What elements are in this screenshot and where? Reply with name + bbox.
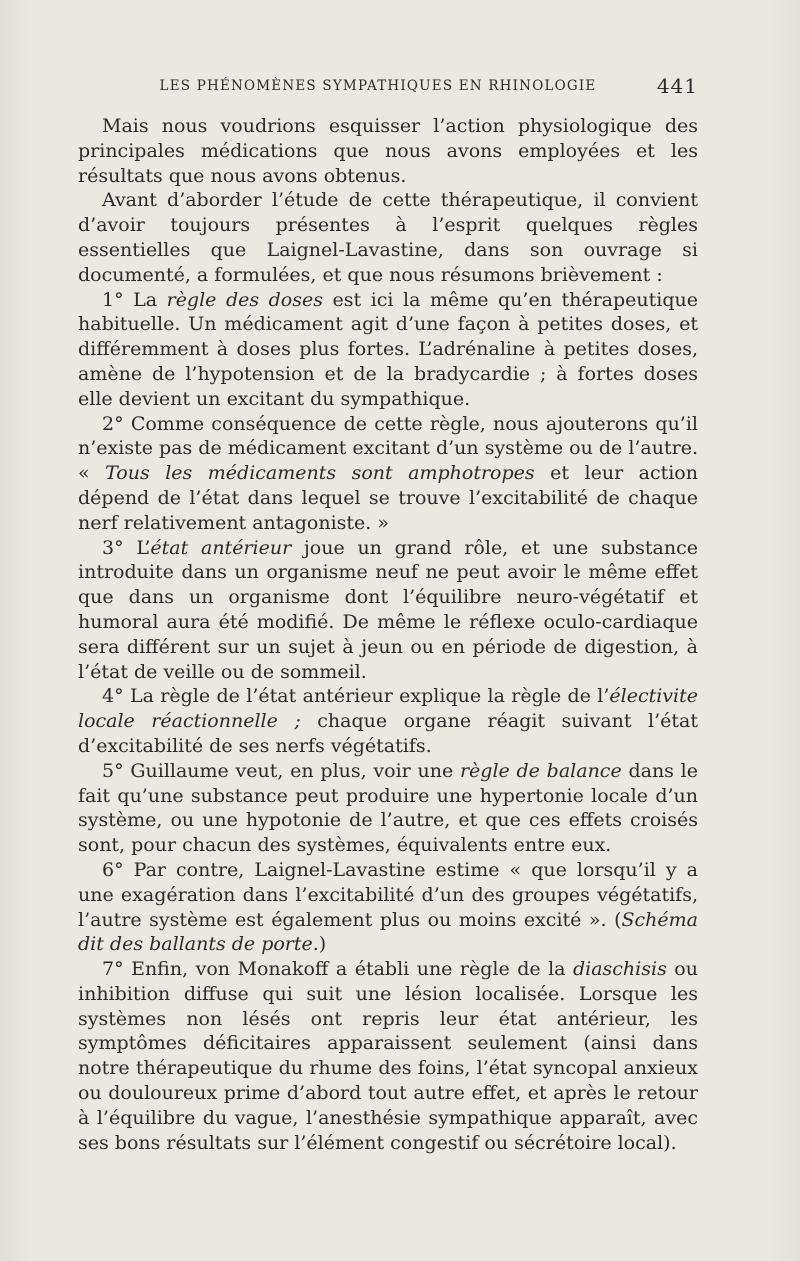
running-title: LES PHÉNOMÈNES SYMPATHIQUES EN RHINOLOGIE bbox=[159, 78, 597, 94]
paragraph-rule-1 bbox=[78, 288, 698, 412]
paragraph-text: chaque organe réagit suivant l’état d’excitabilité de ses nerfs végétatifs. bbox=[78, 710, 698, 757]
italic-term: règle des doses bbox=[166, 288, 323, 311]
paragraph-intro bbox=[78, 114, 698, 188]
paragraph-rule-7 bbox=[78, 957, 698, 1155]
paragraph-text: ) bbox=[318, 933, 327, 956]
paragraph-text: 2° Comme conséquence de cette règle, nous ajouterons qu’il n’existe pas de médicament excitant d’un système ou de l’autre. « bbox=[78, 412, 698, 485]
paragraph-text: 6° Par contre, Laignel-Lavastine estime « que lorsqu’il y a une exagération dans l’excitabilité d’un des groupes végétatifs, l’autre système est également plus ou moins excité ». ( bbox=[78, 858, 698, 931]
paragraph-rule-6 bbox=[78, 858, 698, 957]
italic-term: règle de balance bbox=[459, 759, 622, 782]
italic-term: Tous les médicaments sont amphotropes bbox=[105, 462, 535, 485]
paragraph-text: dans le fait qu’une substance peut produire une hypertonie locale d’un système, ou une hypotonie de l’autre, et que ces effets croisés sont, pour chacun des systèmes, équivalents entre eux. bbox=[78, 759, 698, 857]
italic-term: état antérieur bbox=[150, 536, 292, 559]
paragraph-text: ou inhibition diffuse qui suit une lésion localisée. Lorsque les systèmes non lésés ont repris leur état antérieur, les symptômes déficitaires apparaissent seulement (ainsi dans notre thérapeutique du rhume des foins, l’état syncopal anxieux ou douloureux prime d’abord tout autre effet, et après le retour à l’équilibre du vague, l’anesthésie sympathique apparaît, avec ses bons résultats sur l’élément congestif ou sécrétoire local). bbox=[78, 958, 698, 1154]
paragraph-rule-4 bbox=[78, 684, 698, 758]
paragraph-rule-3 bbox=[78, 536, 698, 685]
paragraph-text: Mais nous voudrions esquisser l’action physiologique des principales médications que nous avons employées et les résultats que nous avons obtenus. bbox=[78, 115, 698, 187]
italic-term: Schéma dit des ballants de porte. bbox=[78, 908, 698, 956]
paragraph-rule-2 bbox=[78, 412, 698, 536]
body-text bbox=[78, 114, 698, 1155]
paragraph-avant bbox=[78, 188, 698, 287]
paragraph-rule-5 bbox=[78, 759, 698, 858]
paragraph-text: 7° Enfin, von Monakoff a établi une règle de la bbox=[102, 958, 573, 981]
italic-term: diaschisis bbox=[572, 958, 667, 981]
page-header bbox=[78, 70, 698, 102]
paragraph-text: 3° L’ bbox=[102, 536, 151, 559]
page-number: 441 bbox=[656, 74, 698, 98]
paragraph-text: et leur action dépend de l’état dans lequel se trouve l’excitabilité de chaque nerf relativement antagoniste. » bbox=[78, 462, 698, 534]
rule-number: 1° La bbox=[102, 288, 167, 311]
paragraph-text: joue un grand rôle, et une substance introduite dans un organisme neuf ne peut avoir le même effet que dans un organisme dont l’équilibre neuro-végétatif et humoral aura été modifié. De même le réflexe oculo-cardiaque sera différent sur un sujet à jeun ou en période de digestion, à l’état de veille ou de sommeil. bbox=[78, 536, 698, 683]
italic-term: électivite locale réactionnelle ; bbox=[78, 685, 698, 733]
paragraph-text: Avant d’aborder l’étude de cette thérapeutique, il convient d’avoir toujours présentes à l’esprit quelques règles essentielles que Laignel-Lavastine, dans son ouvrage si documenté, a formulées, et que nous résumons brièvement : bbox=[78, 189, 698, 286]
paragraph-text: 5° Guillaume veut, en plus, voir une bbox=[102, 759, 460, 782]
paragraph-text: 4° La règle de l’état antérieur explique la règle de l’ bbox=[102, 685, 610, 708]
paragraph-text: est ici la même qu’en thérapeutique habituelle. Un médicament agit d’une façon à petites doses, et différemment à doses plus fortes. L’adrénaline à petites doses, amène de l’hypotension et de la bradycardie ; à fortes doses elle devient un excitant du sympathique. bbox=[78, 288, 698, 410]
